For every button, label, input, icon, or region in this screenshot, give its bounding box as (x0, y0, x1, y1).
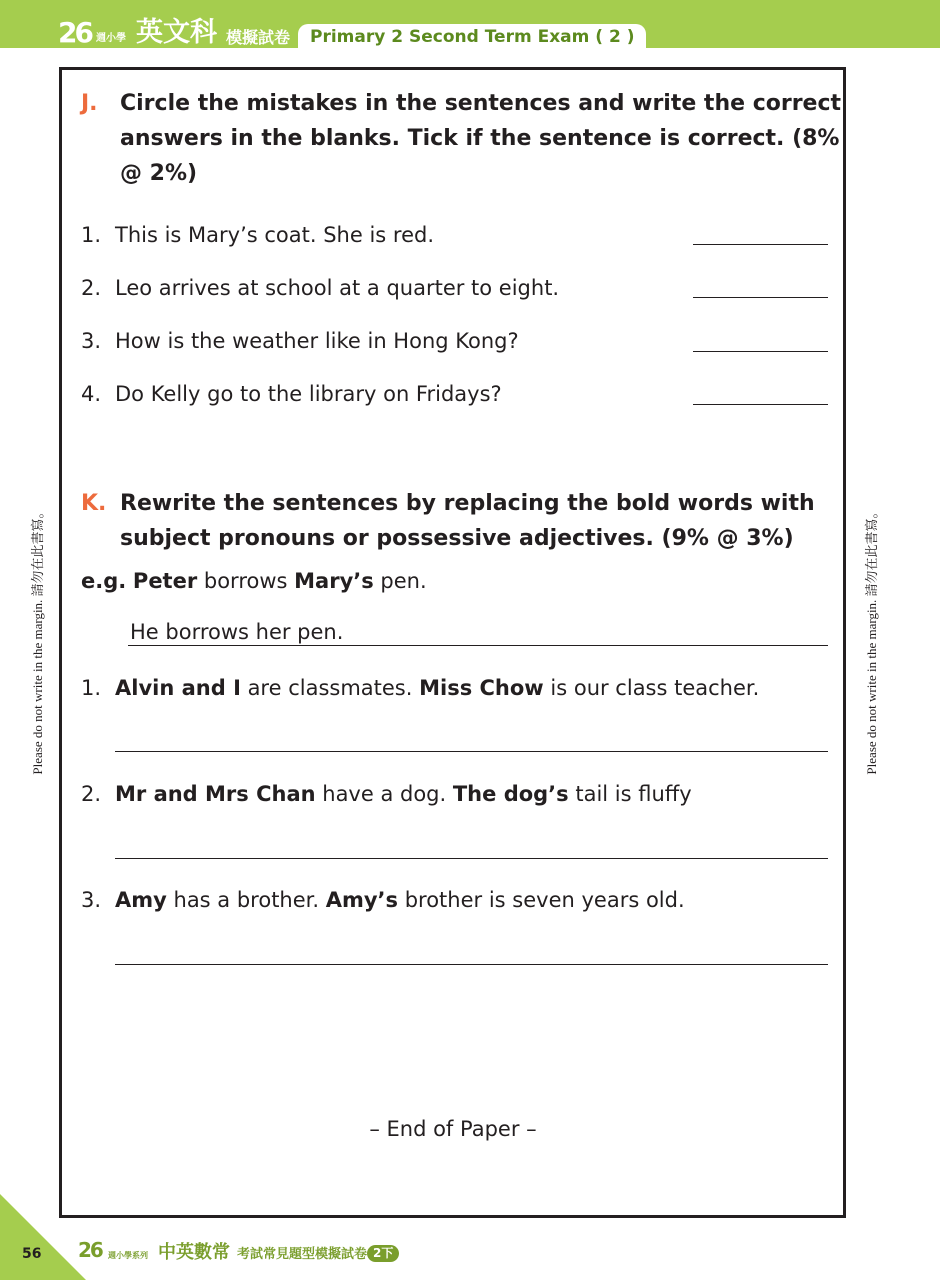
sentence-text: are classmates. (240, 676, 420, 700)
answer-line[interactable] (115, 858, 828, 859)
section-k-instruction-line: Rewrite the sentences by replacing the bold words with (120, 491, 815, 516)
footer-subtitle: 考試常見題型模擬試卷 (237, 1247, 368, 1262)
page-number: 56 (22, 1246, 42, 1262)
question-sentence: This is Mary’s coat. She is red. (115, 223, 435, 247)
exam-title: Primary 2 Second Term Exam ( 2 ) (298, 24, 646, 48)
question-sentence: How is the weather like in Hong Kong? (115, 329, 519, 353)
answer-line[interactable] (115, 964, 828, 965)
footer-logo: 26 (78, 1238, 102, 1262)
section-j-instruction-line: answers in the blanks. Tick if the sentence is correct. (8% (120, 126, 840, 151)
bold-word: Amy’s (325, 888, 399, 912)
question-sentence: Do Kelly go to the library on Fridays? (115, 382, 502, 406)
end-of-paper: – End of Paper – (369, 1117, 537, 1141)
question-sentence: Leo arrives at school at a quarter to eight. (115, 276, 560, 300)
margin-note-left: Please do not write in the margin. 請勿在此書寫。 (30, 505, 45, 775)
question-number: 2. (81, 276, 102, 300)
section-k-letter: K. (81, 491, 107, 516)
section-j-instruction-line: @ 2%) (120, 161, 198, 186)
corner-decoration (0, 1194, 86, 1280)
sentence-text: pen. (373, 569, 427, 593)
footer-series-label: 週小學系列 (108, 1251, 148, 1260)
question-sentence (115, 780, 692, 808)
example-answer-line (128, 645, 828, 646)
question-number: 4. (81, 382, 102, 406)
bold-word: The dog’s (452, 782, 569, 806)
bold-word: Alvin and I (115, 676, 241, 700)
question-number: 3. (81, 888, 102, 912)
subject-title: 英文科 (136, 17, 217, 48)
answer-blank[interactable] (693, 244, 828, 245)
sentence-text: borrows (197, 569, 295, 593)
footer-grade-badge: 2下 (367, 1245, 399, 1262)
sentence-text: has a brother. (166, 888, 326, 912)
bold-word: Peter (132, 569, 198, 593)
example-answer: He borrows her pen. (130, 620, 344, 644)
question-sentence (115, 886, 685, 914)
question-number: 1. (81, 223, 102, 247)
series-label: 週小學 (96, 33, 126, 44)
sentence-text: have a dog. (315, 782, 453, 806)
example-sentence (81, 567, 427, 595)
sentence-text: brother is seven years old. (398, 888, 685, 912)
bold-word: Miss Chow (419, 676, 544, 700)
section-j-instruction-line: Circle the mistakes in the sentences and write the correct (120, 91, 842, 116)
bold-word: Amy (115, 888, 167, 912)
series-logo: 26 (58, 16, 91, 49)
question-number: 2. (81, 782, 102, 806)
answer-blank[interactable] (693, 351, 828, 352)
question-sentence (115, 674, 759, 702)
answer-line[interactable] (115, 751, 828, 752)
question-number: 1. (81, 676, 102, 700)
margin-note-right: Please do not write in the margin. 請勿在此書寫。 (864, 505, 879, 775)
footer-title: 中英數常 (158, 1242, 230, 1263)
bold-word: Mary’s (294, 569, 374, 593)
bold-word: Mr and Mrs Chan (115, 782, 316, 806)
sentence-text: is our class teacher. (543, 676, 760, 700)
sentence-text: tail is fluffy (568, 782, 692, 806)
example-prefix: e.g. (81, 569, 127, 593)
mock-label: 模擬試卷 (226, 28, 291, 47)
section-k-instruction-line: subject pronouns or possessive adjectives. (9% @ 3%) (120, 526, 794, 551)
answer-blank[interactable] (693, 404, 828, 405)
answer-blank[interactable] (693, 297, 828, 298)
question-number: 3. (81, 329, 102, 353)
section-j-letter: J. (81, 91, 98, 116)
